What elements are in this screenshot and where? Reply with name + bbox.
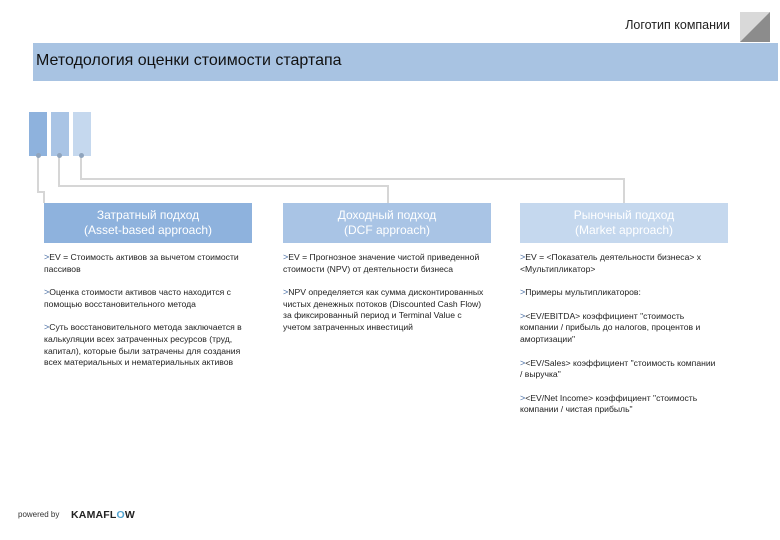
- column-body-market: [520, 252, 720, 428]
- tab-2: [51, 112, 69, 156]
- column-header-dcf: [283, 203, 491, 243]
- bullet-item: ><EV/EBITDA> коэффициент "стоимость компании / прибыль до налогов, процентов и амортизации": [520, 310, 701, 344]
- bullet-arrow-icon: >: [283, 252, 289, 262]
- column-header-title: Доходный подход: [337, 208, 437, 222]
- logo-text: Логотип компании: [625, 18, 730, 32]
- bullet-item: >Примеры мультипликаторов:: [520, 287, 641, 298]
- powered-by-text: powered by: [18, 510, 60, 519]
- bullet-arrow-icon: >: [44, 322, 50, 333]
- bullet-item: >EV = Прогнозное значение чистой приведенной стоимости (NPV) от деятельности бизнеса: [283, 252, 480, 274]
- bullet-arrow-icon: >: [283, 287, 289, 298]
- bullet-item: >Суть восстановительного метода заключается в калькуляции всех затраченных ресурсов (труд, капитал), которые были затрачены для создания всех материальных и нематериальных активов: [44, 322, 242, 368]
- column-header-market: [520, 203, 728, 243]
- brand-logo: KAMAFLOW: [71, 509, 136, 521]
- bullet-arrow-icon: >: [520, 357, 526, 368]
- bullet-arrow-icon: >: [520, 252, 526, 262]
- bullet-item: ><EV/Net Income> коэффициент "стоимость компании / чистая прибыль": [520, 392, 698, 415]
- column-body-asset-based: [44, 252, 249, 381]
- bullet-item: >EV = Стоимость активов за вычетом стоимости пассивов: [44, 252, 239, 274]
- bullet-arrow-icon: >: [520, 287, 526, 298]
- tab-dot-3: [79, 153, 84, 158]
- column-header-asset-based: [44, 203, 252, 243]
- bullet-arrow-icon: >: [520, 310, 526, 321]
- tab-dot-1: [36, 153, 41, 158]
- column-header-title: Затратный подход: [96, 208, 200, 222]
- bullet-item: >Оценка стоимости активов часто находится с помощью восстановительного метода: [44, 287, 231, 309]
- column-header-title: Рыночный подход: [573, 208, 675, 222]
- tab-dot-2: [57, 153, 62, 158]
- bullet-arrow-icon: >: [520, 392, 526, 403]
- page-title: Методология оценки стоимости стартапа: [36, 52, 342, 69]
- column-header-subtitle: (Asset-based approach): [83, 223, 213, 237]
- bullet-item: ><EV/Sales> коэффициент "стоимость компании / выручка": [520, 357, 716, 380]
- connector-line-3: [81, 156, 624, 203]
- column-header-subtitle: (DCF approach): [343, 223, 431, 237]
- bullet-arrow-icon: >: [44, 287, 50, 298]
- bullet-arrow-icon: >: [44, 252, 50, 262]
- column-header-subtitle: (Market approach): [574, 223, 674, 237]
- connector-line-1: [38, 156, 44, 203]
- tab-3: [73, 112, 91, 156]
- column-body-dcf: [283, 252, 488, 346]
- tab-1: [29, 112, 47, 156]
- bullet-item: >EV = <Показатель деятельности бизнеса> x <Мультипликатор>: [520, 252, 702, 274]
- bullet-item: >NPV определяется как сумма дисконтированных чистых денежных потоков (Discounted Cash Flow) за фиксированный период и Terminal Value с учетом затраченных инвестиций: [283, 287, 484, 332]
